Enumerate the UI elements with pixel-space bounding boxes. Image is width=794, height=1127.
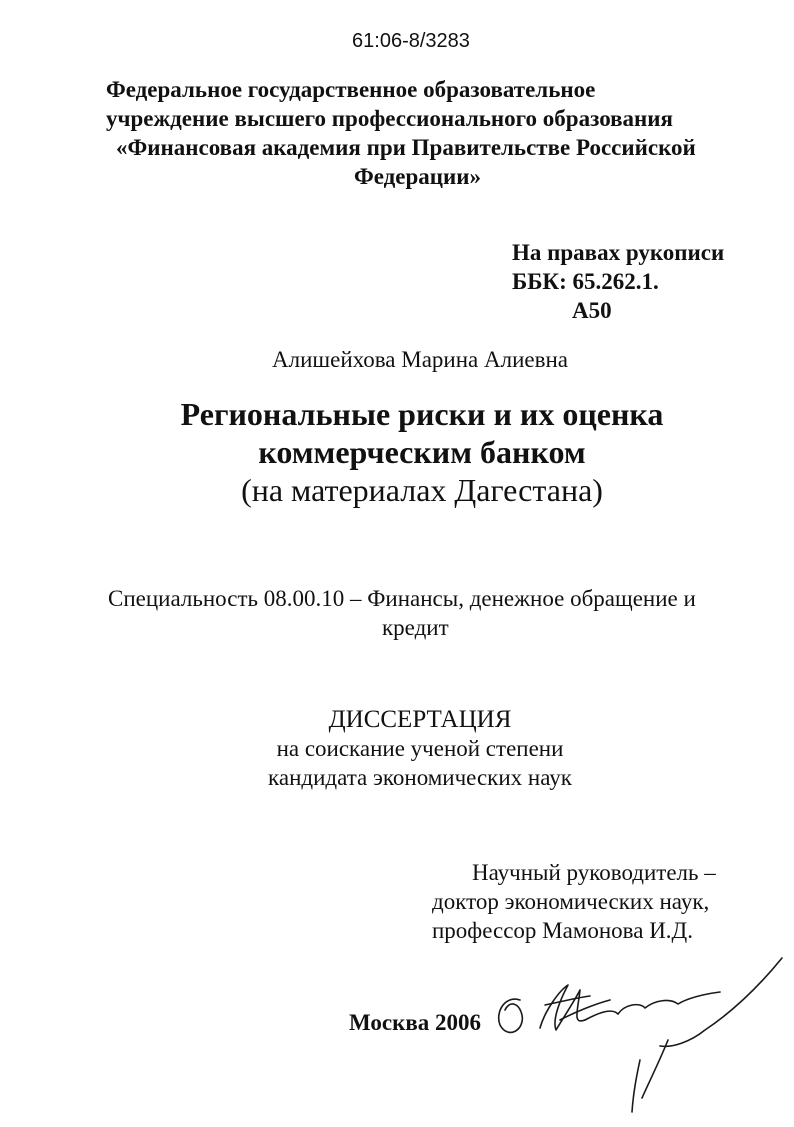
signature-stroke bbox=[540, 985, 585, 1030]
specialty-block bbox=[108, 584, 696, 642]
signature-stroke bbox=[545, 996, 590, 1005]
supervisor-line: доктор экономических наук, bbox=[432, 889, 710, 914]
signature-stroke bbox=[560, 1000, 610, 1020]
manuscript-rights: На правах рукописи bbox=[512, 240, 725, 265]
bbk-code: ББК: 65.262.1. bbox=[512, 269, 659, 294]
author-name: Алишейхова Марина Алиевна bbox=[272, 347, 568, 372]
institution-line: учреждение высшего профессионального образования bbox=[106, 106, 673, 131]
dissertation-title bbox=[0, 395, 794, 509]
supervisor-line: профессор Мамонова И.Д. bbox=[432, 918, 693, 943]
institution-line: Федеральное государственное образовательное bbox=[106, 77, 596, 102]
title-subtitle: (на материалах Дагестана) bbox=[241, 472, 603, 508]
city-year: Москва 2006 bbox=[349, 1010, 482, 1035]
title-line: Региональные риски и их оценка bbox=[180, 396, 664, 432]
dissertation-heading: ДИССЕРТАЦИЯ bbox=[328, 706, 512, 733]
institution-line: Федерации» bbox=[354, 164, 482, 189]
signature-stroke bbox=[660, 958, 782, 1046]
archive-code: 61:06-8/3283 bbox=[352, 30, 470, 52]
supervisor-line: Научный руководитель – bbox=[472, 860, 716, 885]
signature-stroke bbox=[642, 1040, 668, 1098]
dissertation-line: кандидата экономических наук bbox=[268, 765, 572, 790]
title-line: коммерческим банком bbox=[258, 434, 586, 470]
institution-line: «Финансовая академия при Правительстве Российской bbox=[116, 135, 696, 160]
signature-stroke bbox=[585, 992, 720, 1020]
supervisor-block bbox=[432, 858, 716, 945]
specialty-line: кредит bbox=[382, 615, 449, 640]
manuscript-rights-block bbox=[512, 238, 724, 325]
specialty-line: Специальность 08.00.10 – Финансы, денежное обращение и bbox=[108, 586, 696, 611]
signature-stroke bbox=[499, 999, 523, 1032]
signature-stroke bbox=[632, 1060, 640, 1112]
dissertation-line: на соискание ученой степени bbox=[276, 736, 564, 761]
author-index: А50 bbox=[572, 298, 612, 323]
institution-block bbox=[0, 75, 794, 191]
dissertation-block bbox=[0, 705, 794, 792]
